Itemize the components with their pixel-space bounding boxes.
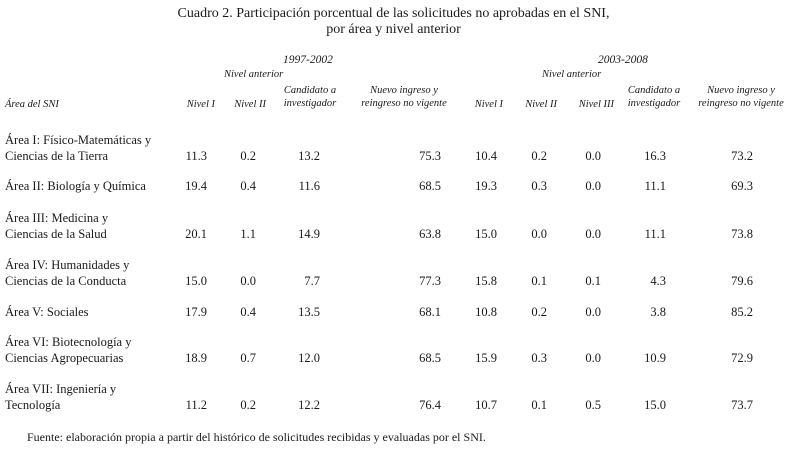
cell-p2: 10.9 [644, 351, 666, 365]
cell-p2: 11.1 [644, 227, 666, 241]
cell-p1: 0.2 [240, 398, 256, 412]
row-6-area: Área VI: Biotecnología y Ciencias Agropecuarias [5, 335, 132, 365]
cell-p2: 0.1 [531, 398, 547, 412]
header-p1-candidato: Candidato a investigador [283, 85, 337, 109]
cell-p2: 0.2 [531, 149, 547, 163]
cell-p1: 15.0 [185, 274, 207, 288]
period-2-group-label: Nivel anterior [542, 69, 602, 80]
cell-p1: 75.3 [419, 149, 441, 163]
cell-p2: 10.7 [475, 398, 497, 412]
cell-p1: 68.5 [419, 351, 441, 365]
cell-p1: 68.5 [419, 179, 441, 193]
cell-p1: 12.0 [298, 351, 320, 365]
cell-p1: 77.3 [419, 274, 441, 288]
cell-p1: 63.8 [419, 227, 441, 241]
cell-p1: 1.1 [240, 227, 256, 241]
cell-p2: 0.5 [585, 398, 601, 412]
cell-p2: 15.8 [475, 274, 497, 288]
header-p1-nivel-1: Nivel I [186, 99, 215, 110]
cell-p2: 10.4 [475, 149, 497, 163]
cell-p2: 0.3 [531, 179, 547, 193]
cell-p2: 11.1 [644, 179, 666, 193]
header-p1-nivel-2: Nivel II [234, 99, 266, 110]
cell-p2: 0.0 [531, 227, 547, 241]
cell-p2: 0.1 [531, 274, 547, 288]
row-7-area: Área VII: Ingeniería y Tecnología [5, 382, 117, 412]
cell-p2: 15.9 [475, 351, 497, 365]
cell-p2: 3.8 [650, 305, 666, 319]
cell-p1: 11.3 [185, 149, 207, 163]
header-area: Área del SNI [5, 99, 59, 110]
row-4-area: Área IV: Humanidades y Ciencias de la Conducta [5, 258, 130, 288]
table-title-line-2: por área y nivel anterior [326, 22, 461, 37]
cell-p1: 76.4 [419, 398, 441, 412]
table-title-line-1: Cuadro 2. Participación porcentual de las solicitudes no aprobadas en el SNI, [177, 6, 610, 21]
cell-p2: 0.0 [585, 305, 601, 319]
cell-p2: 0.0 [585, 227, 601, 241]
cell-p1: 11.6 [298, 179, 320, 193]
header-p2-nivel-3: Nivel III [578, 99, 614, 110]
period-2-label: 2003-2008 [598, 54, 648, 66]
cell-p2: 19.3 [475, 179, 497, 193]
cell-p2: 69.3 [731, 179, 753, 193]
cell-p1: 11.2 [185, 398, 207, 412]
cell-p2: 0.0 [585, 149, 601, 163]
cell-p2: 15.0 [475, 227, 497, 241]
cell-p1: 17.9 [185, 305, 207, 319]
header-p2-candidato: Candidato a investigador [627, 85, 681, 109]
cell-p1: 13.2 [298, 149, 320, 163]
footnote: Fuente: elaboración propia a partir del histórico de solicitudes recibidas y evaluadas por el SNI. [27, 430, 486, 444]
cell-p2: 85.2 [731, 305, 753, 319]
header-p2-nivel-2: Nivel II [525, 99, 557, 110]
cell-p2: 72.9 [731, 351, 753, 365]
cell-p1: 0.7 [240, 351, 256, 365]
row-3-area: Área III: Medicina y Ciencias de la Salud [5, 211, 109, 241]
cell-p2: 0.0 [585, 179, 601, 193]
cell-p1: 68.1 [419, 305, 441, 319]
period-1-group-label: Nivel anterior [224, 69, 284, 80]
cell-p1: 0.4 [240, 305, 256, 319]
cell-p1: 0.2 [240, 149, 256, 163]
header-p2-nuevo: Nuevo ingreso y reingreso no vigente [698, 85, 784, 109]
cell-p2: 0.3 [531, 351, 547, 365]
header-p2-nivel-1: Nivel I [474, 99, 503, 110]
cell-p2: 10.8 [475, 305, 497, 319]
row-5-area: Área V: Sociales [5, 305, 89, 319]
cell-p1: 19.4 [185, 179, 207, 193]
period-1-label: 1997-2002 [283, 54, 333, 66]
cell-p1: 7.7 [304, 274, 320, 288]
cell-p2: 73.2 [731, 149, 753, 163]
cell-p1: 14.9 [298, 227, 320, 241]
row-1-area: Área I: Físico-Matemáticas y Ciencias de la Tierra [5, 133, 152, 163]
cell-p1: 13.5 [298, 305, 320, 319]
cell-p1: 20.1 [185, 227, 207, 241]
cell-p2: 79.6 [731, 274, 753, 288]
row-2-area: Área II: Biología y Química [5, 179, 146, 193]
cell-p2: 0.0 [585, 351, 601, 365]
cell-p2: 73.7 [731, 398, 753, 412]
cell-p2: 16.3 [644, 149, 666, 163]
cell-p2: 0.2 [531, 305, 547, 319]
cell-p1: 0.0 [240, 274, 256, 288]
cell-p2: 15.0 [644, 398, 666, 412]
cell-p1: 0.4 [240, 179, 256, 193]
cell-p2: 73.8 [731, 227, 753, 241]
cell-p2: 4.3 [650, 274, 666, 288]
cell-p2: 0.1 [585, 274, 601, 288]
cell-p1: 18.9 [185, 351, 207, 365]
header-p1-nuevo: Nuevo ingreso y reingreso no vigente [361, 85, 447, 109]
cell-p1: 12.2 [298, 398, 320, 412]
